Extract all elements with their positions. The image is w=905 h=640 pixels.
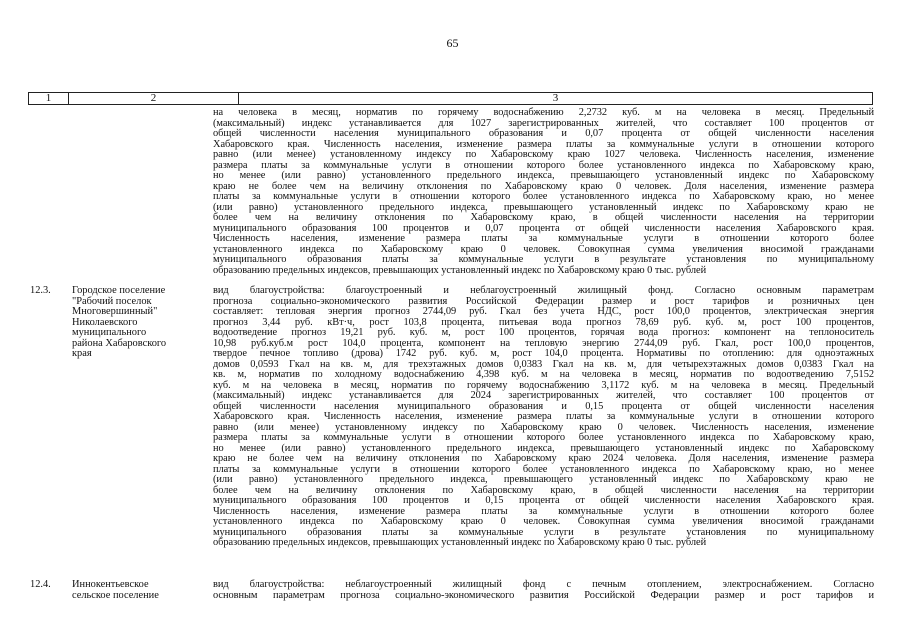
name-line: Многовершинный" <box>72 306 158 317</box>
text-line: домов 0,0593 Гкал на кв. м, для трехэтажных домов 0,0383 Гкал на кв. м, для четырехэтажных домов 0,0383 Гкал на <box>213 358 874 370</box>
row-number: 12.4. <box>30 579 51 590</box>
row-text <box>213 286 874 549</box>
row-text <box>213 108 874 276</box>
text-line: (максимальный) индекс устанавливается для 2024 зарегистрированных жителей, что составляет 100 процентов от <box>213 390 874 401</box>
text-line: Численность населения, изменение размера платы за коммунальные услуги в отношении которого более <box>213 233 874 244</box>
row-municipality-name <box>72 580 222 601</box>
header-col-1: 1 <box>29 93 69 104</box>
header-col-2: 2 <box>69 93 239 104</box>
text-line: размера платы за коммунальные услуги в отношении которого более установленного индекса по Хабаровскому краю, <box>213 432 874 443</box>
text-line: более чем на величину отклонения по Хабаровскому краю, в общей численности населения на территории <box>213 484 874 496</box>
text-line: равно (или менее) установленному индексу по Хабаровскому краю 0 человек. Численность населения, изменение <box>213 421 874 433</box>
name-line: Иннокентьевское <box>72 579 149 590</box>
text-line: платы за коммунальные услуги в отношении которого более установленного индекса по Хабаровскому краю, но менее <box>213 191 874 202</box>
header-col-3: 3 <box>552 92 559 104</box>
text-line: на человека в месяц, норматив по горячему водоснабжению 2,2732 куб. м на человека в месяц. Предельный <box>213 107 874 118</box>
text-line: установленного индекса по Хабаровскому краю 0 человек. Совокупная сумма увеличения вносимой гражданами <box>213 516 874 527</box>
text-line: равно (или менее) установленному индексу по Хабаровскому краю 1027 человека. Численность населения, изменение <box>213 149 874 160</box>
text-line: (или равно) установленного предельного индекса, превышающего установленный индекс по Хабаровскому краю не <box>213 201 874 213</box>
name-line: района Хабаровского <box>72 337 167 349</box>
text-line: 10,98 руб.куб.м рост 104,0 процента, компонент на тепловую энергию 2744,09 руб. Гкал, рост 100,0 процентов, <box>213 337 874 349</box>
text-line: платы за коммунальные услуги в отношении которого более установленного индекса по Хабаровскому краю, но менее <box>213 463 874 475</box>
name-line: края <box>72 348 92 359</box>
text-line: куб. м на человека в месяц, норматив по горячему водоснабжению 3,1172 куб. м на человека в месяц. Предельный <box>213 379 874 391</box>
text-line: вид благоустройства: неблагоустроенный жилищный фонд с печным отоплением, электроснабжением. Согласно <box>213 579 874 590</box>
row-text <box>213 580 874 601</box>
text-line: краю не более чем на величину отклонения по Хабаровскому краю 2024 человека. Доля населения, изменение размера <box>213 453 874 464</box>
text-line: общей численности населения муниципального образования и 0,07 процента от общей численности населения <box>213 128 874 139</box>
name-line: сельское поселение <box>72 589 159 601</box>
text-line: образованию предельных индексов, превышающих установленный индекс по Хабаровскому краю 0 тыс. рублей <box>213 537 707 548</box>
text-line: муниципального образования 100 процентов и 0,15 процента от общей численности населения Хабаровского края. <box>213 495 874 506</box>
text-line: вид благоустройства: благоустроенный и неблагоустроенный жилищный фонд. Согласно основным параметрам <box>213 285 874 296</box>
text-line: более чем на величину отклонения по Хабаровскому краю, в общей численности населения на территории <box>213 212 874 223</box>
text-line: Хабаровского края. Численность населения, изменение размера платы за коммунальные услуги в отношении которого <box>213 411 874 422</box>
text-line: образованию предельных индексов, превышающих установленный индекс по Хабаровскому краю 0 тыс. рублей <box>213 264 707 276</box>
text-line: размера платы за коммунальные услуги в отношении которого более установленного индекса по Хабаровскому краю, <box>213 159 874 171</box>
name-line: Городское поселение <box>72 285 166 296</box>
row-number: 12.3. <box>30 285 51 296</box>
text-line: но менее (или равно) установленного предельного индекса, превышающего установленный индекс по Хабаровскому <box>213 170 874 181</box>
text-line: (максимальный) индекс устанавливается для 1027 зарегистрированных жителей, что составляет 100 процентов от <box>213 117 874 129</box>
text-line: муниципального образования 100 процентов и 0,07 процента от общей численности населения Хабаровского края. <box>213 222 874 234</box>
name-line: "Рабочий поселок <box>72 295 152 307</box>
text-line: (или равно) установленного предельного индекса, превышающего установленный индекс по Хабаровскому краю не <box>213 474 874 485</box>
text-line: установленного индекса по Хабаровскому краю 0 человек. Совокупная сумма увеличения вносимой гражданами <box>213 243 874 255</box>
name-line: Николаевского <box>72 316 138 328</box>
text-line: составляет: тепловая энергия прогноз 2744,09 руб. Гкал без учета НДС, рост 100,0 процентов, электрическая энергия <box>213 306 874 317</box>
text-line: Численность населения, изменение размера платы за коммунальные услуги в отношении которого более <box>213 505 874 517</box>
text-line: но менее (или равно) установленного предельного индекса, превышающего установленный индекс по Хабаровскому <box>213 442 874 454</box>
page-number: 65 <box>446 36 459 50</box>
text-line: водоотведение прогноз 19,21 руб. куб. м, рост 100 процентов, горячая вода прогноз: компонент на теплоноситель <box>213 327 874 338</box>
text-line: муниципального образования платы за коммунальные услуги в результате установления по муниципальному <box>213 526 874 538</box>
text-line: краю не более чем на величину отклонения по Хабаровскому краю 0 человек. Доля населения, изменение размера <box>213 180 874 192</box>
row-municipality-name <box>72 286 222 360</box>
table-header <box>28 92 873 105</box>
text-line: прогноз 3,44 руб. кВт·ч, рост 103,8 процента, питьевая вода прогноз 78,69 руб. куб. м, рост 100 процентов, <box>213 316 874 328</box>
text-line: основным параметрам прогноза социально-экономического развития Российской Федерации размер и рост тарифов и <box>213 589 874 601</box>
text-line: прогноза социально-экономического развития Российской Федерации размер и рост тарифов и розничных цен <box>213 295 874 307</box>
text-line: общей численности населения муниципального образования и 0,15 процента от общей численности населения <box>213 400 874 412</box>
text-line: твердое печное топливо (дрова) 1742 руб. куб. м, рост 104,0 процента. Нормативы по отоплению: для одноэтажных <box>213 348 874 359</box>
text-line: муниципального образования платы за коммунальные услуги в результате установления по муниципальному <box>213 254 874 265</box>
name-line: муниципального <box>72 327 147 338</box>
text-line: Хабаровского края. Численность населения, изменение размера платы за коммунальные услуги в отношении которого <box>213 138 874 150</box>
text-line: кв. м, норматив по холодному водоснабжению 4,398 куб. м на человека в месяц, норматив по водоотведению 7,5152 <box>213 369 874 380</box>
